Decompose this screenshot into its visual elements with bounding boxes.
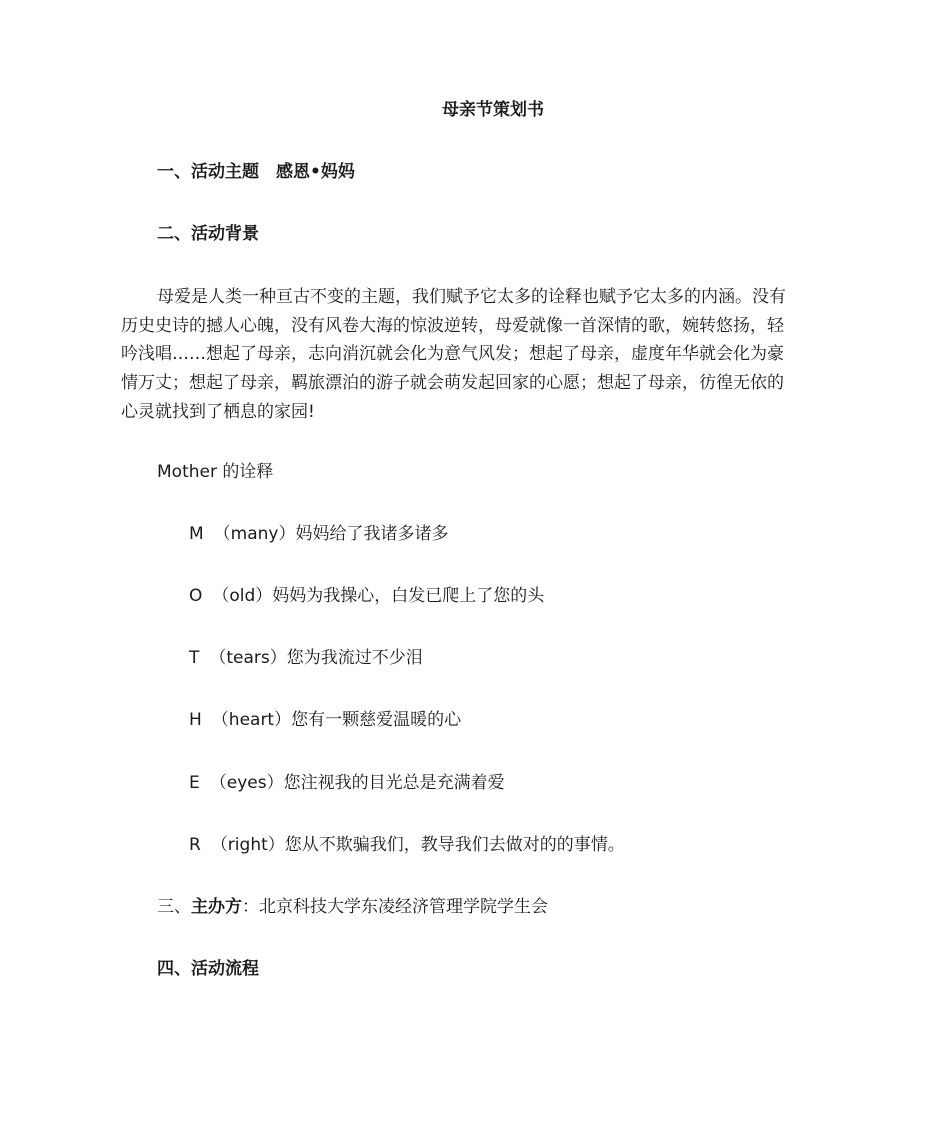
document-title: 母亲节策划书 bbox=[442, 100, 544, 120]
background-paragraph bbox=[121, 283, 833, 427]
acrostic-text: （heart）您有一颗慈爱温暖的心 bbox=[211, 710, 462, 730]
acrostic-text: （old）妈妈为我操心，白发已爬上了您的头 bbox=[212, 586, 545, 606]
acrostic-letter: R bbox=[189, 835, 201, 855]
section-organizer-prefix: 三、 bbox=[157, 897, 191, 917]
section-background-heading: 二、活动背景 bbox=[157, 224, 259, 244]
acrostic-item bbox=[189, 646, 423, 670]
section-organizer-label: 主办方 bbox=[191, 897, 242, 917]
paragraph-line: 母爱是人类一种亘古不变的主题，我们赋予它太多的诠释也赋予它太多的内涵。没有 bbox=[157, 287, 786, 307]
paragraph-line: 情万丈；想起了母亲，羁旅漂泊的游子就会萌发起回家的心愿；想起了母亲，彷徨无依的 bbox=[121, 373, 784, 394]
section-theme-value: 感恩•妈妈 bbox=[276, 162, 355, 182]
acrostic-text: （many）妈妈给了我诸多诸多 bbox=[213, 524, 449, 544]
paragraph-line: 历史史诗的撼人心魄，没有风卷大海的惊波逆转，母爱就像一首深情的歌，婉转悠扬，轻 bbox=[121, 315, 784, 336]
acrostic-text: （right）您从不欺骗我们，教导我们去做对的的事情。 bbox=[210, 835, 625, 855]
acrostic-letter: H bbox=[189, 710, 202, 730]
section-theme bbox=[157, 160, 355, 184]
acrostic-item bbox=[189, 522, 448, 546]
acrostic-letter: O bbox=[189, 586, 203, 606]
section-organizer bbox=[157, 895, 548, 919]
acrostic-item bbox=[189, 708, 461, 732]
acrostic-item bbox=[189, 833, 625, 857]
paragraph-line: 心灵就找到了栖息的家园! bbox=[121, 401, 315, 422]
acrostic-item bbox=[189, 584, 544, 608]
acrostic-item bbox=[189, 771, 505, 795]
acrostic-text: （tears）您为我流过不少泪 bbox=[209, 648, 423, 668]
section-organizer-value: ：北京科技大学东凌经济管理学院学生会 bbox=[242, 897, 548, 917]
acrostic-letter: E bbox=[189, 773, 200, 793]
section-process-heading: 四、活动流程 bbox=[157, 959, 259, 979]
acrostic-text: （eyes）您注视我的目光总是充满着爱 bbox=[209, 773, 505, 793]
acrostic-letter: M bbox=[189, 524, 204, 544]
paragraph-line: 吟浅唱……想起了母亲，志向消沉就会化为意气风发；想起了母亲，虚度年华就会化为豪 bbox=[121, 344, 784, 365]
section-theme-heading: 一、活动主题 bbox=[157, 162, 259, 182]
acrostic-letter: T bbox=[189, 648, 200, 668]
mother-heading: Mother 的诠释 bbox=[157, 462, 274, 482]
